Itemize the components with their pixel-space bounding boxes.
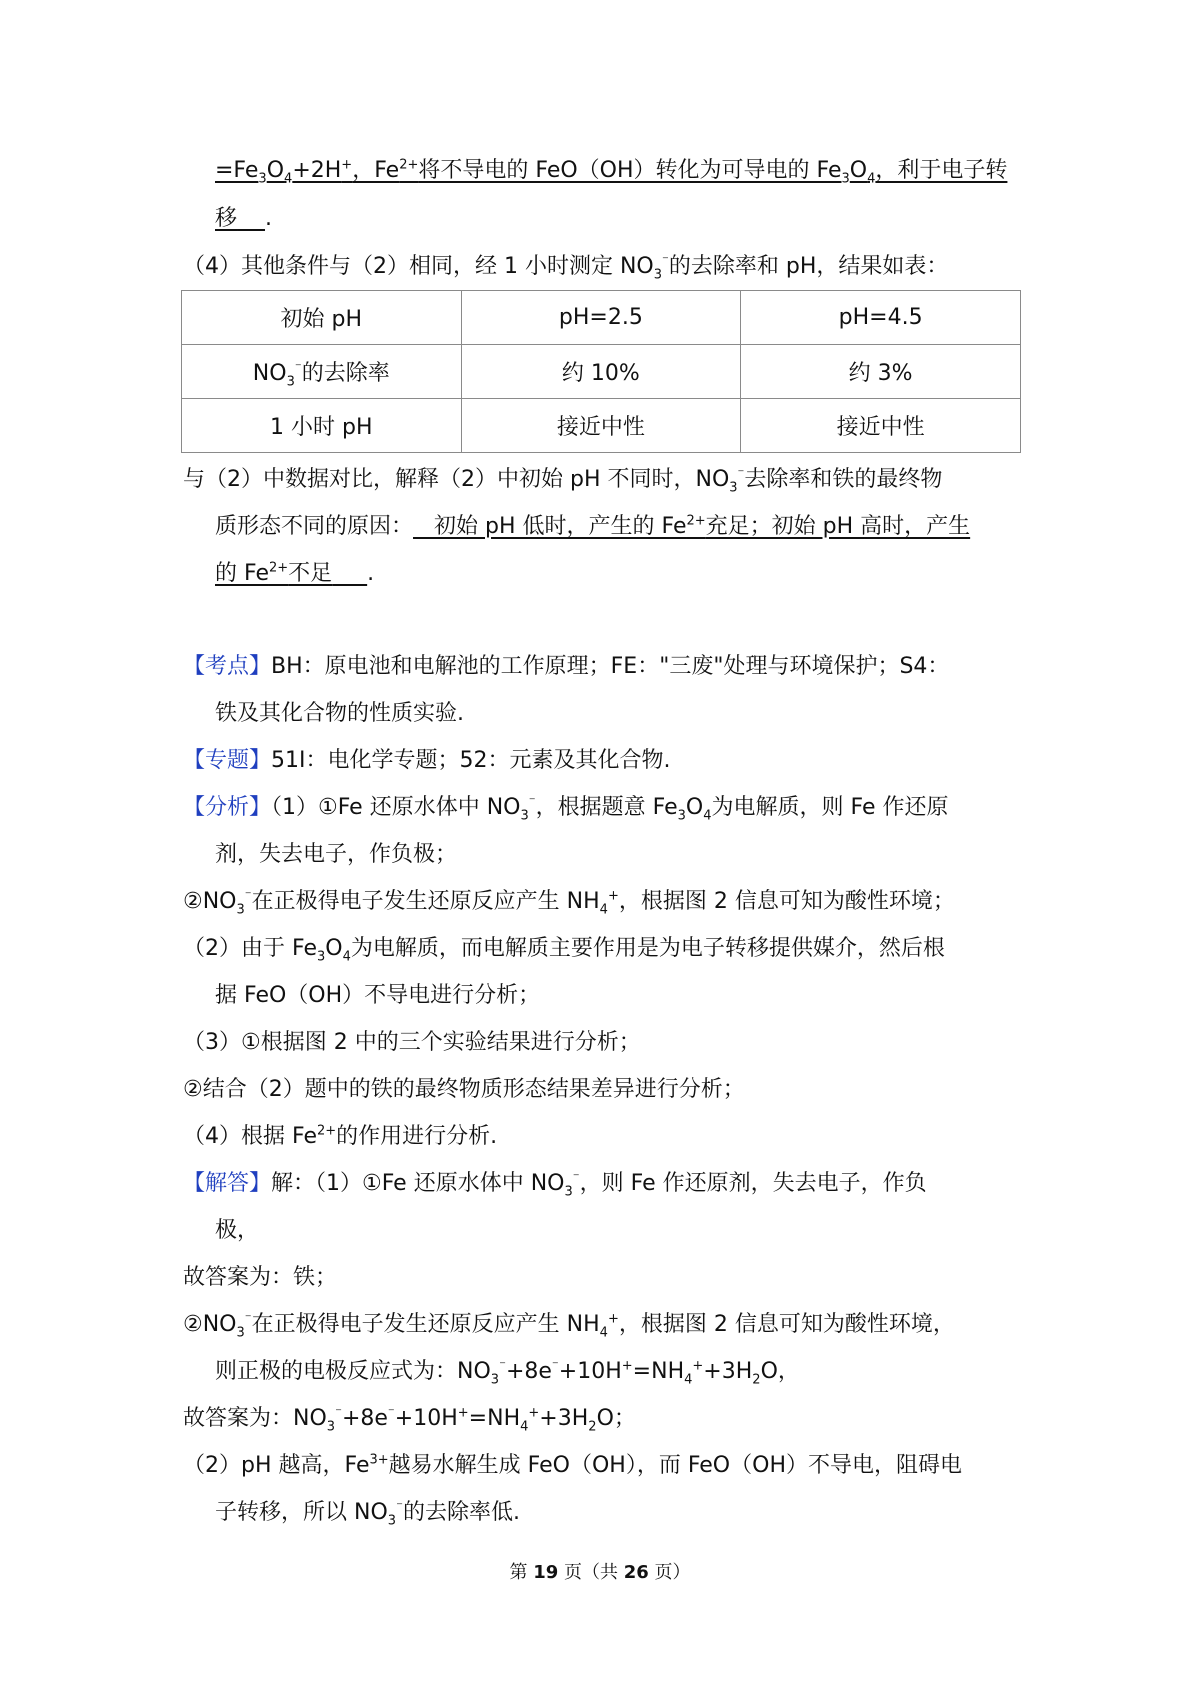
page-number: 19: [533, 1562, 559, 1583]
jieda-line-6: 故答案为：$NO_3^{^-}+8e^{^-}+10H^+=NH_4^++3H_2O$；: [183, 1405, 636, 1435]
fenxi-line-8: （4）根据 $Fe^{2+}$的作用进行分析.: [183, 1123, 498, 1149]
jieda-label: 【解答】: [183, 1171, 272, 1196]
page-footer: 第 19 页（共 26 页）: [509, 1562, 691, 1583]
jieda-line-2: 极，: [215, 1218, 260, 1243]
fenxi-line-1: 【分析】（1）①Fe 还原水体中 $NO_3^{^-}$，根据题意 $Fe_3O_4$为电解质，则 Fe 作还原: [183, 794, 949, 824]
zhuanti-line: 【专题】51I：电化学专题；52：元素及其化合物.: [183, 748, 671, 773]
continued-line-2: 移 .: [215, 206, 272, 231]
continued-line-1: $=Fe_3O_4+2H^+$，$Fe^{2+}$将不导电的 FeO（OH）转化为可导电的 $Fe_3O_4$，利于电子转: [215, 157, 1008, 187]
jieda-line-7: （2）pH 越高，$Fe^{3+}$越易水解生成 FeO（OH），而 FeO（OH）不导电，阻碍电: [183, 1452, 962, 1478]
results-table: [181, 290, 1021, 453]
fenxi-line-3: $②NO_3^{^-}$在正极得电子发生还原反应产生 $NH_4^+$，根据图 2 信息可知为酸性环境；: [183, 888, 955, 918]
table-cell: 接近中性: [741, 399, 1021, 453]
kaodian-line-2: 铁及其化合物的性质实验.: [215, 701, 464, 726]
table-cell: pH=2.5: [461, 291, 741, 345]
fenxi-label: 【分析】: [183, 795, 272, 820]
table-cell: 1 小时 pH: [182, 399, 462, 453]
compare-line-1: 与（2）中数据对比，解释（2）中初始 pH 不同时，$NO_3^{^-}$去除率和铁的最终物: [183, 466, 943, 496]
fenxi-line-4: （2）由于 $Fe_3O_4$为电解质，而电解质主要作用是为电子转移提供媒介，然后根: [183, 936, 945, 965]
fenxi-line-6: （3）①根据图 2 中的三个实验结果进行分析；: [183, 1030, 641, 1055]
page-total: 26: [623, 1562, 649, 1583]
fenxi-line-5: 据 FeO（OH）不导电进行分析；: [215, 983, 541, 1008]
table-row: [182, 291, 1021, 345]
fenxi-line-2: 剂，失去电子，作负极；: [215, 842, 458, 867]
zhuanti-label: 【专题】: [183, 748, 272, 773]
table-cell: pH=4.5: [741, 291, 1021, 345]
jieda-line-8: 子转移，所以 $NO_3^{^-}$的去除率低.: [215, 1499, 520, 1529]
fenxi-line-7: ②结合（2）题中的铁的最终物质形态结果差异进行分析；: [183, 1077, 745, 1102]
jieda-line-3: 故答案为：铁；: [183, 1265, 338, 1290]
table-row: [182, 345, 1021, 399]
table-cell: 初始 pH: [182, 291, 462, 345]
table-cell: 约 10%: [461, 345, 741, 399]
compare-line-2: 质形态不同的原因： 初始 pH 低时，产生的 $Fe^{2+}$充足；初始 pH 高时，产生: [215, 513, 971, 539]
table-cell: 约 3%: [741, 345, 1021, 399]
table-row: [182, 399, 1021, 453]
table-cell: 接近中性: [461, 399, 741, 453]
jieda-line-1: 【解答】解：（1）①Fe 还原水体中 $NO_3^{^-}$，则 Fe 作还原剂，失去电子，作负: [183, 1170, 927, 1200]
compare-line-3: 的 $Fe^{2+}$不足 .: [215, 560, 375, 586]
kaodian-line-1: 【考点】BH：原电池和电解池的工作原理；FE："三废"处理与环境保护；S4：: [183, 654, 950, 679]
jieda-line-5: 则正极的电极反应式为：$NO_3^{^-}+8e^{^-}+10H^+=NH_4^++3H_2O$，: [215, 1358, 800, 1388]
kaodian-label: 【考点】: [183, 654, 272, 679]
table-cell: $NO_3^{^-}$的去除率: [182, 345, 462, 399]
q4-intro: （4）其他条件与（2）相同，经 1 小时测定 $NO_3^{^-}$的去除率和 pH，结果如表：: [183, 253, 949, 283]
jieda-line-4: $②NO_3^{^-}$在正极得电子发生还原反应产生 $NH_4^+$，根据图 2 信息可知为酸性环境，: [183, 1311, 955, 1341]
